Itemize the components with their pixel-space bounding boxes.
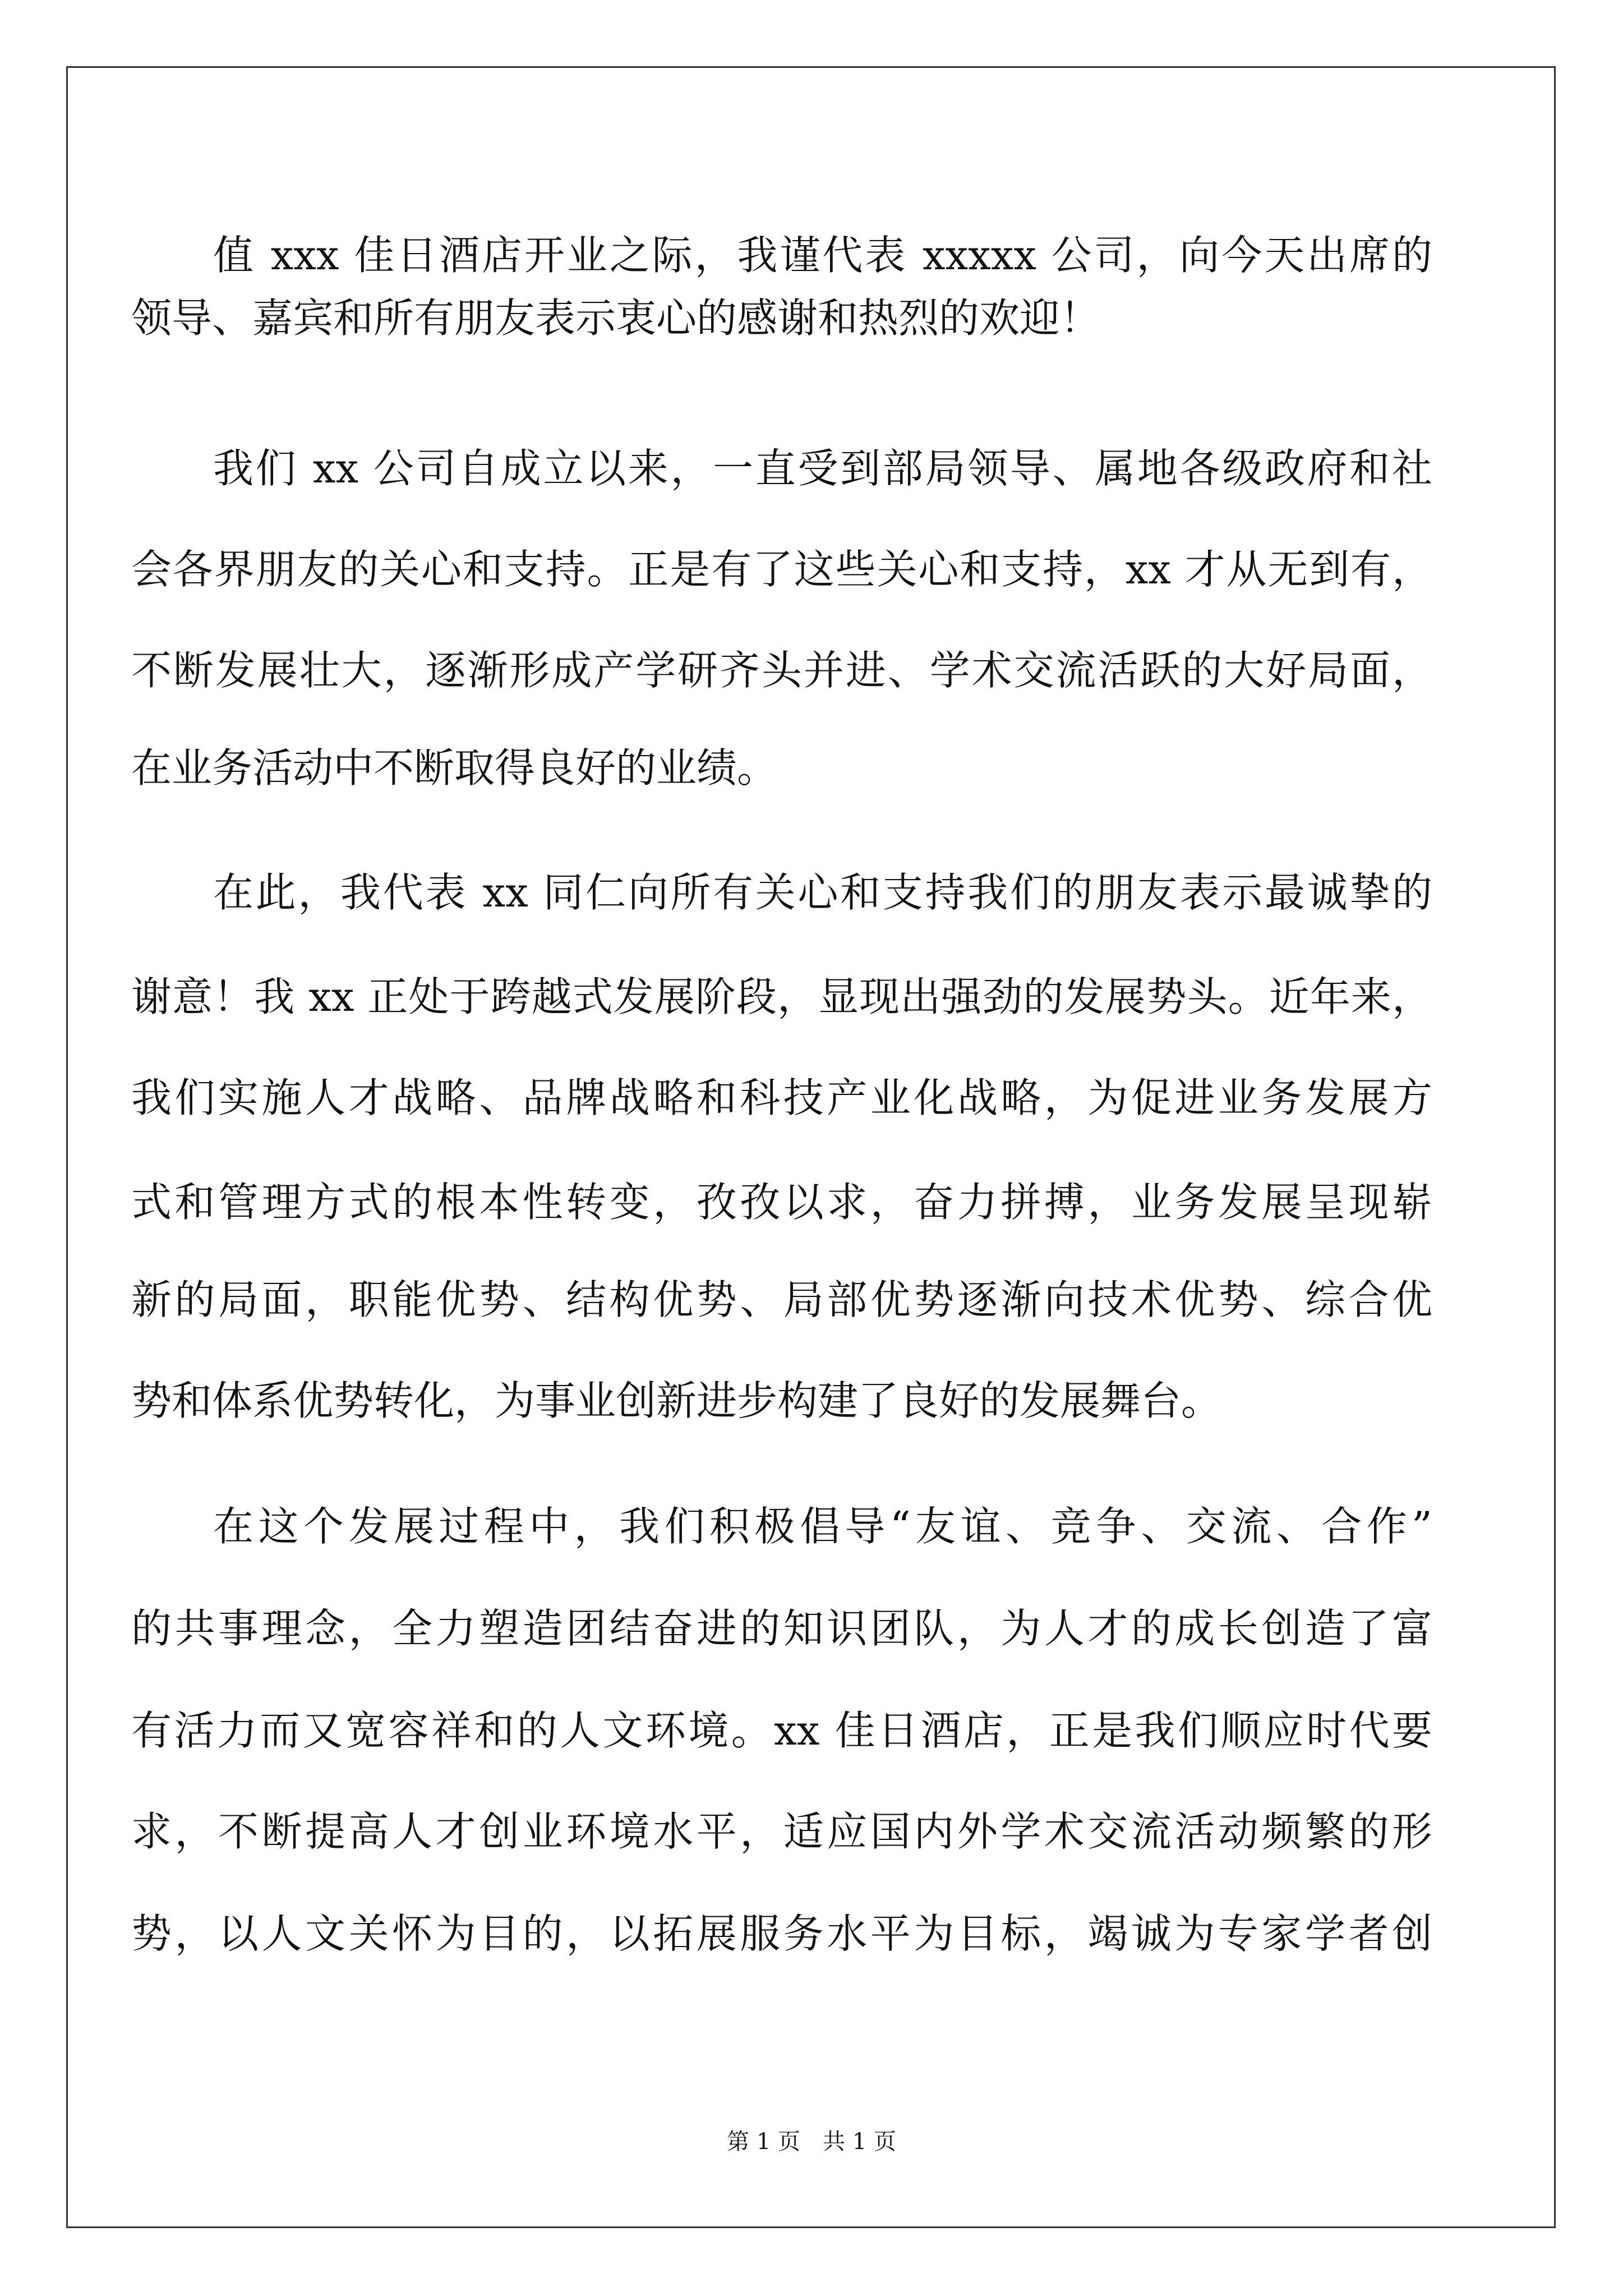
- page-footer: [0, 2125, 1623, 2159]
- text-line: 谢意！我 xx 正处于跨越式发展阶段，显现出强劲的发展势头。近年来，: [131, 973, 1432, 1020]
- text-line: 势和体系优势转化，为事业创新进步构建了良好的发展舞台。: [131, 1377, 1222, 1424]
- text-line: 势，以人文关怀为目的，以拓展服务水平为目标，竭诚为专家学者创: [131, 1910, 1432, 1957]
- text-line: 新的局面，职能优势、结构优势、局部优势逐渐向技术优势、综合优: [131, 1276, 1432, 1323]
- text-line: 式和管理方式的根本性转变，孜孜以求，奋力拼搏，业务发展呈现崭: [131, 1179, 1432, 1226]
- text-line: 的共事理念，全力塑造团结奋进的知识团队，为人才的成长创造了富: [131, 1605, 1432, 1652]
- page-total: 共 1 页: [823, 2129, 896, 2155]
- text-line: 求，不断提高人才创业环境水平，适应国内外学术交流活动频繁的形: [131, 1808, 1432, 1855]
- text-line: 我们 xx 公司自成立以来，一直受到部局领导、属地各级政府和社: [213, 445, 1432, 492]
- text-line: 会各界朋友的关心和支持。正是有了这些关心和支持，xx 才从无到有，: [131, 546, 1432, 593]
- text-line: 在业务活动中不断取得良好的业绩。: [131, 744, 778, 792]
- text-line: 值 xxx 佳日酒店开业之际，我谨代表 xxxxx 公司，向今天出席的: [213, 232, 1432, 279]
- text-line: 有活力而又宽容祥和的人文环境。xx 佳日酒店，正是我们顺应时代要: [131, 1707, 1432, 1754]
- text-line: 领导、嘉宾和所有朋友表示衷心的感谢和热烈的欢迎！: [131, 295, 1101, 342]
- text-line: 在这个发展过程中，我们积极倡导“友谊、竞争、交流、合作”: [213, 1503, 1432, 1550]
- text-line: 我们实施人才战略、品牌战略和科技产业化战略，为促进业务发展方: [131, 1074, 1432, 1121]
- text-line: 不断发展壮大，逐渐形成产学研齐头并进、学术交流活跃的大好局面，: [131, 647, 1432, 694]
- text-line: 在此，我代表 xx 同仁向所有关心和支持我们的朋友表示最诚挚的: [213, 869, 1432, 916]
- page-number: 第 1 页: [727, 2129, 800, 2155]
